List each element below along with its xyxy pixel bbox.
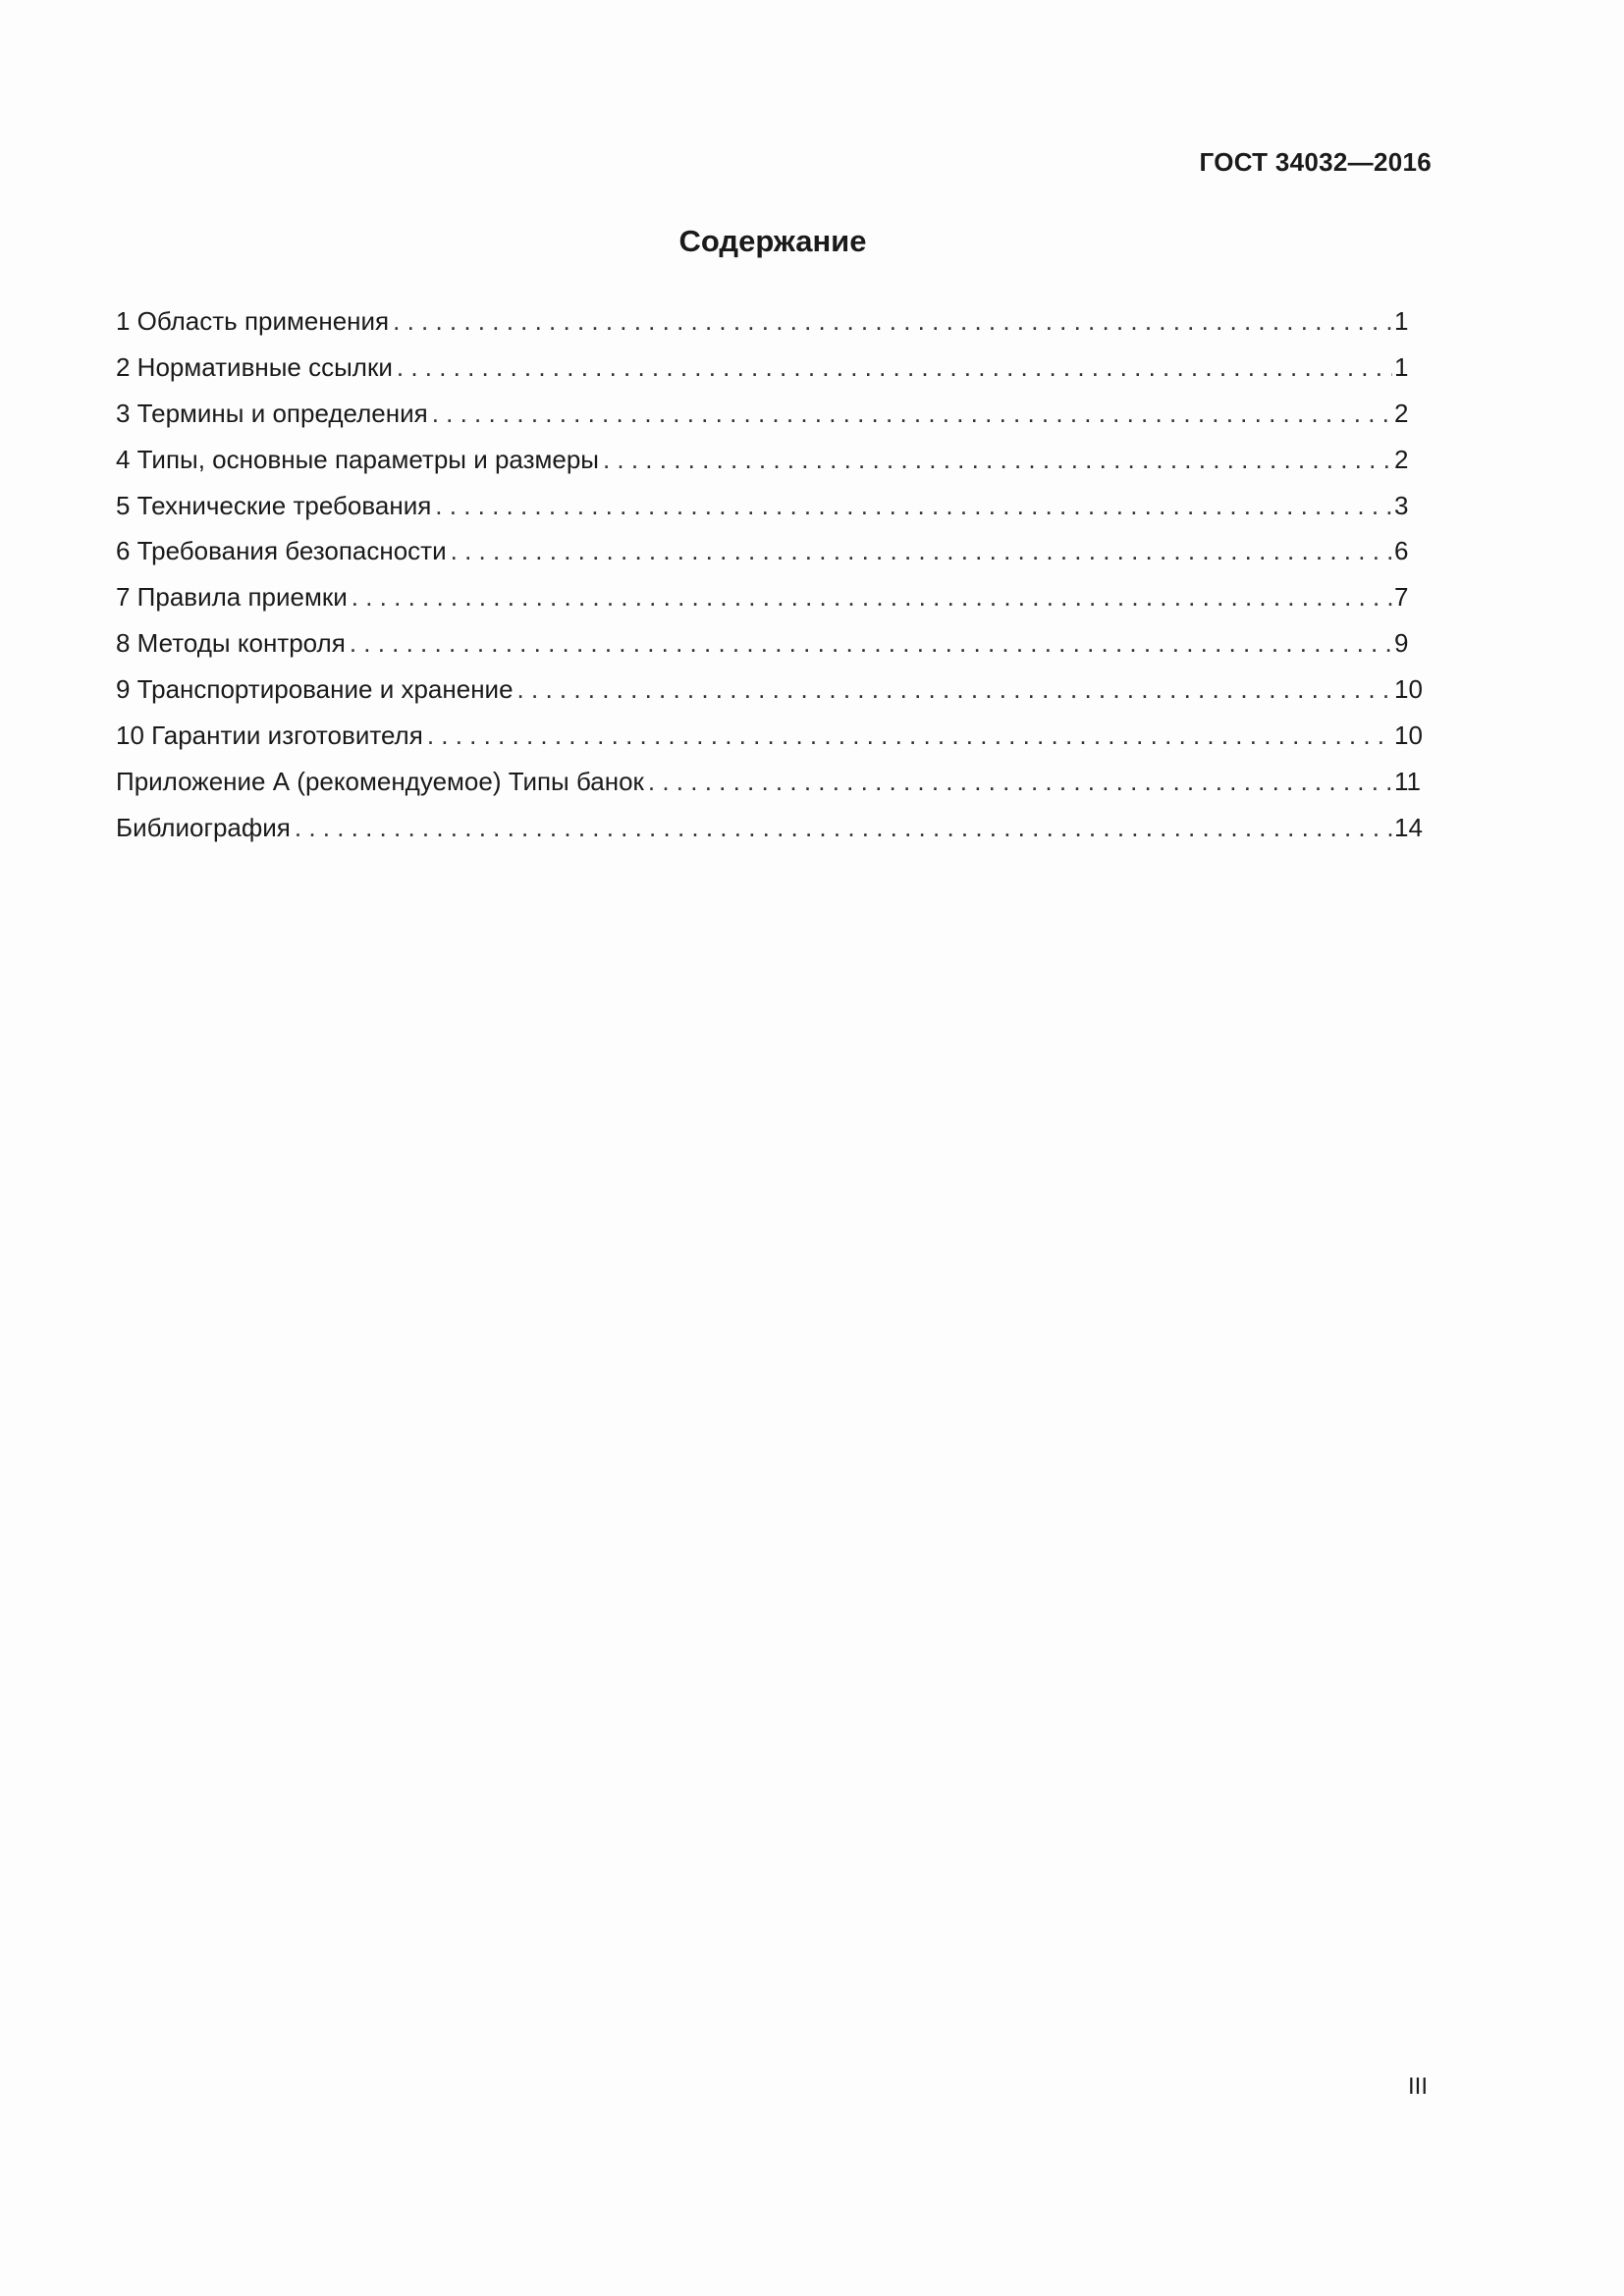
toc-entry-label: 8 Методы контроля — [116, 628, 346, 659]
toc-entry-label: 4 Типы, основные параметры и размеры — [116, 444, 599, 474]
dot-leader — [427, 721, 1392, 751]
toc-entry[interactable] — [116, 674, 1430, 721]
dot-leader — [517, 674, 1392, 705]
toc-entry-page: 14 — [1394, 812, 1423, 842]
page-title: Содержание — [678, 224, 867, 258]
dot-leader — [435, 491, 1392, 521]
toc-entry-label: Приложение А (рекомендуемое) Типы банок — [116, 766, 644, 796]
toc-entry-page: 11 — [1394, 766, 1421, 796]
toc-entry[interactable] — [116, 628, 1430, 674]
toc-entry-page: 2 — [1394, 398, 1409, 428]
toc-entry-page: 10 — [1394, 721, 1423, 751]
toc-entry-label: 6 Требования безопасности — [116, 536, 447, 566]
toc-entry-label: 3 Термины и определения — [116, 398, 428, 428]
dot-leader — [432, 399, 1392, 429]
page-number: III — [1407, 2073, 1428, 2100]
document-code: ГОСТ 34032—2016 — [1199, 147, 1432, 177]
toc-entry-page: 6 — [1394, 536, 1409, 566]
toc-entry[interactable] — [116, 767, 1430, 813]
toc-entry-page: 2 — [1394, 444, 1409, 474]
toc-entry[interactable] — [116, 445, 1430, 491]
dot-leader — [393, 306, 1392, 337]
toc-entry-label: 9 Транспортирование и хранение — [116, 674, 514, 705]
toc-entry-label: 1 Область применения — [116, 306, 390, 336]
toc-entry[interactable] — [116, 491, 1430, 537]
toc-entry[interactable] — [116, 582, 1430, 628]
toc-entry-page: 1 — [1394, 351, 1409, 382]
dot-leader — [648, 767, 1392, 797]
toc-entry-label: Библиография — [116, 812, 291, 842]
toc-entry[interactable] — [116, 399, 1430, 445]
toc-entry-page: 7 — [1394, 582, 1409, 613]
dot-leader — [350, 628, 1392, 659]
dot-leader — [352, 582, 1392, 613]
toc-entry-page: 9 — [1394, 628, 1409, 659]
toc-entry[interactable] — [116, 536, 1430, 582]
dot-leader — [451, 536, 1392, 566]
table-of-contents — [116, 306, 1430, 859]
toc-entry-label: 5 Технические требования — [116, 490, 432, 520]
dot-leader — [603, 445, 1392, 475]
dot-leader — [295, 813, 1392, 843]
toc-entry[interactable] — [116, 721, 1430, 767]
toc-entry-label: 7 Правила приемки — [116, 582, 348, 613]
toc-entry-page: 3 — [1394, 490, 1409, 520]
toc-entry[interactable] — [116, 813, 1430, 859]
toc-entry-label: 2 Нормативные ссылки — [116, 351, 393, 382]
toc-entry[interactable] — [116, 352, 1430, 399]
toc-entry-label: 10 Гарантии изготовителя — [116, 721, 423, 751]
dot-leader — [397, 352, 1392, 383]
toc-entry-page: 10 — [1394, 674, 1423, 705]
toc-entry-page: 1 — [1394, 306, 1409, 336]
toc-entry[interactable] — [116, 306, 1430, 352]
